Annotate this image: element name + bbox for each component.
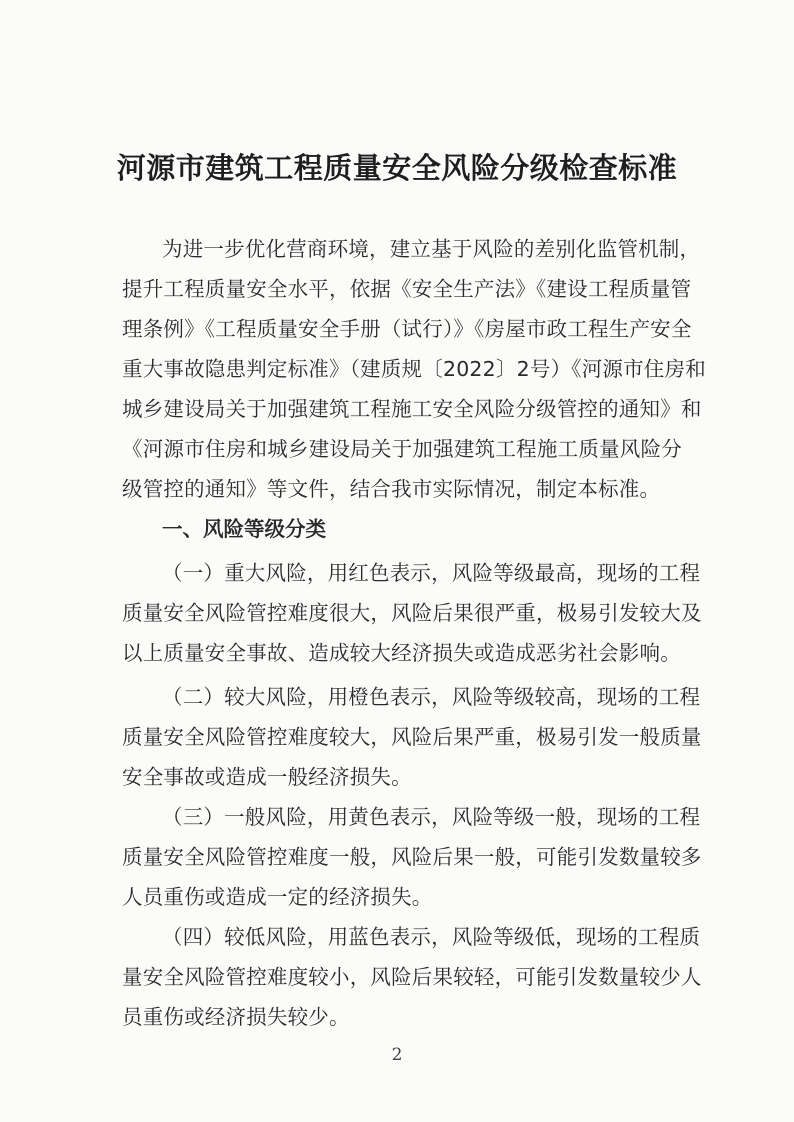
- intro-line: 提升工程质量安全水平，依据《安全生产法》《建设工程质量管: [122, 277, 692, 301]
- level-line: 员重伤或经济损失较少。: [122, 1005, 350, 1029]
- level-line: 安全事故或造成一般经济损失。: [122, 765, 412, 789]
- level-line: 量安全风险管控难度较小，风险后果较轻，可能引发数量较少人: [122, 965, 702, 989]
- section-heading: 一、风险等级分类: [162, 517, 326, 541]
- level-line: 质量安全风险管控难度一般，风险后果一般，可能引发数量较多: [122, 845, 702, 869]
- level-line: 以上质量安全事故、造成较大经济损失或造成恶劣社会影响。: [122, 641, 681, 665]
- level-line: （二）较大风险，用橙色表示，风险等级较高，现场的工程: [162, 685, 701, 709]
- intro-line: 重大事故隐患判定标准》（建质规〔2022〕2号）《河源市住房和: [122, 357, 706, 381]
- document-title: 河源市建筑工程质量安全风险分级检查标准: [116, 151, 678, 185]
- level-line: 质量安全风险管控难度较大，风险后果严重，极易引发一般质量: [122, 725, 702, 749]
- level-line: 人员重伤或造成一定的经济损失。: [122, 885, 433, 909]
- page-number: 2: [391, 1045, 403, 1065]
- intro-line: 级管控的通知》等文件，结合我市实际情况，制定本标准。: [122, 477, 661, 501]
- level-line: 质量安全风险管控难度很大，风险后果很严重，极易引发较大及: [122, 601, 702, 625]
- intro-line: 《河源市住房和城乡建设局关于加强建筑工程施工质量风险分: [122, 437, 682, 461]
- level-line: （四）较低风险，用蓝色表示，风险等级低，现场的工程质: [162, 925, 701, 949]
- level-line: （三）一般风险，用黄色表示，风险等级一般，现场的工程: [162, 805, 701, 829]
- intro-line: 理条例》《工程质量安全手册（试行）》《房屋市政工程生产安全: [122, 317, 692, 341]
- intro-line: 为进一步优化营商环境，建立基于风险的差别化监管机制，: [162, 237, 701, 261]
- intro-line: 城乡建设局关于加强建筑工程施工安全风险分级管控的通知》和: [122, 397, 702, 421]
- level-line: （一）重大风险，用红色表示，风险等级最高，现场的工程: [162, 561, 701, 585]
